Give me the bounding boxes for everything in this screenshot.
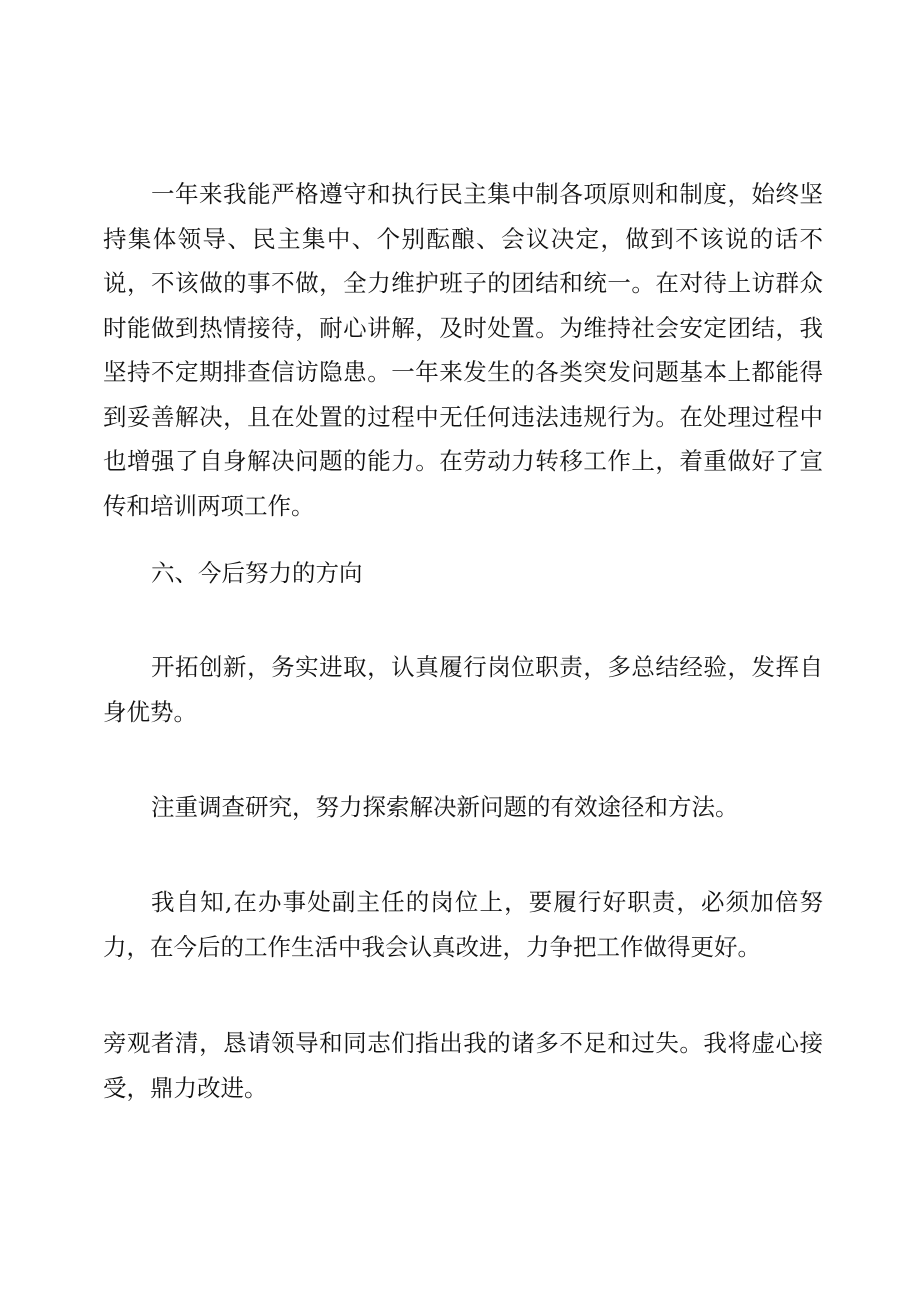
body-paragraph-5: 旁观者清，恳请领导和同志们指出我的诸多不足和过失。我将虚心接受，鼎力改进。 <box>103 1029 823 1102</box>
body-paragraph-2: 开拓创新，务实进取，认真履行岗位职责，多总结经验，发挥自身优势。 <box>103 653 823 726</box>
body-paragraph-1: 一年来我能严格遵守和执行民主集中制各项原则和制度，始终坚持集体领导、民主集中、个别酝酿、会议决定，做到不该说的话不说，不该做的事不做，全力维护班子的团结和统一。在对待上访群众时能做到热情接待，耐心讲解，及时处置。为维持社会安定团结，我坚持不定期排查信访隐患。一年来发生的各类突发问题基本上都能得到妥善解决，且在处置的过程中无任何违法违规行为。在处理过程中也增强了自身解决问题的能力。在劳动力转移工作上，着重做好了宣传和培训两项工作。 <box>103 180 823 520</box>
section-heading: 六、今后努力的方向 <box>151 559 363 587</box>
body-paragraph-4: 我自知,在办事处副主任的岗位上，要履行好职责，必须加倍努力，在今后的工作生活中我会认真改进，力争把工作做得更好。 <box>103 888 823 961</box>
body-paragraph-3: 注重调查研究，努力探索解决新问题的有效途径和方法。 <box>151 793 739 821</box>
